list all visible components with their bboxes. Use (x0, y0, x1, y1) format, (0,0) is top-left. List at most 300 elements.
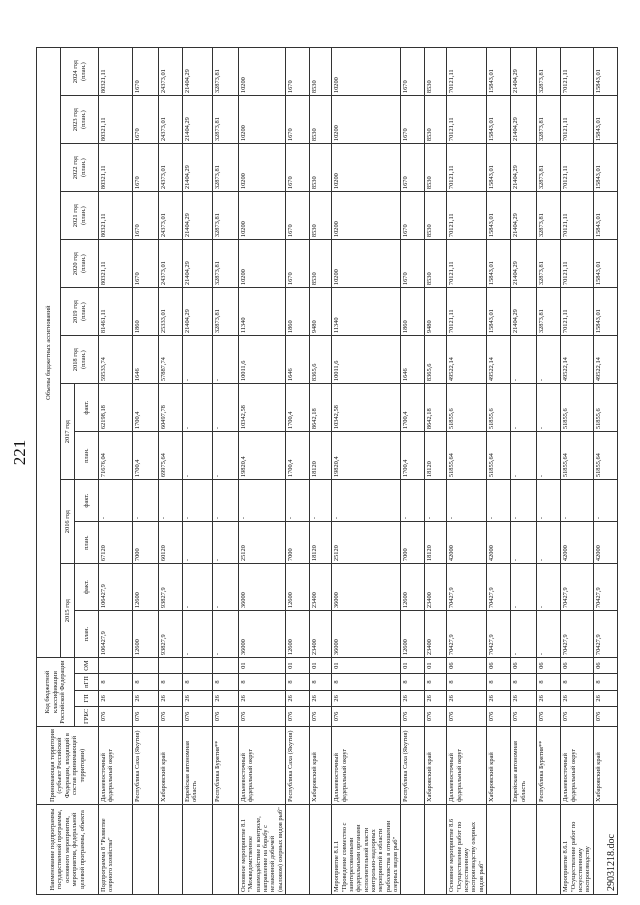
value-cell: 15843,01 (593, 144, 617, 192)
row-territory-cell: Дальневосточный федеральный округ (99, 727, 133, 805)
value-cell: 1670 (133, 240, 159, 288)
kbk-code-cell: 076 (401, 706, 425, 726)
value-cell: 70121,11 (561, 240, 593, 288)
kbk-code-cell: 06 (593, 658, 617, 674)
value-cell: 32873,81 (213, 240, 239, 288)
value-cell: 80321,11 (99, 144, 133, 192)
row-name-cell (310, 805, 332, 895)
value-cell: - (511, 480, 537, 522)
value-cell: 8530 (425, 144, 447, 192)
value-cell: 18120 (425, 522, 447, 564)
value-cell: - (447, 480, 487, 522)
value-cell: 32873,81 (213, 96, 239, 144)
kbk-code-cell (183, 658, 213, 674)
value-cell: 8530 (310, 144, 332, 192)
value-cell: 21404,29 (183, 144, 213, 192)
value-cell: 7000 (133, 522, 159, 564)
value-cell: 51855,64 (561, 432, 593, 480)
row-name-cell (213, 805, 239, 895)
header-grbs: ГРБС (75, 706, 99, 726)
kbk-code-cell: 076 (99, 706, 133, 726)
value-cell: 25120 (239, 522, 286, 564)
kbk-code-cell: 076 (425, 706, 447, 726)
kbk-code-cell: 06 (447, 658, 487, 674)
page-number: 221 (10, 439, 29, 466)
table-row (133, 48, 159, 895)
value-cell: 24373,01 (159, 192, 183, 240)
header-territory: Принимающая территория (субъект Российской Федерации, входящий в состав принимающей территории) (37, 727, 99, 805)
kbk-code-cell: 8 (425, 674, 447, 691)
kbk-code-cell: 8 (310, 674, 332, 691)
value-cell: 24373,01 (159, 144, 183, 192)
value-cell: - (401, 480, 425, 522)
footer-filename: 29031218.doc (606, 834, 617, 891)
value-cell: - (511, 384, 537, 432)
value-cell: 49522,14 (593, 336, 617, 384)
kbk-code-cell: 26 (332, 690, 401, 706)
value-cell: 70121,11 (561, 48, 593, 96)
value-cell: 21404,29 (511, 288, 537, 336)
kbk-code-cell: 06 (537, 658, 561, 674)
kbk-code-cell (159, 658, 183, 674)
kbk-code-cell: 26 (401, 690, 425, 706)
table-row (561, 48, 593, 895)
value-cell: 1670 (133, 192, 159, 240)
value-cell: 1700,4 (401, 384, 425, 432)
value-cell: - (561, 480, 593, 522)
value-cell: - (183, 522, 213, 564)
value-cell: 93827,9 (159, 564, 183, 611)
kbk-code-cell: 076 (593, 706, 617, 726)
value-cell: - (537, 336, 561, 384)
value-cell: 69975,64 (159, 432, 183, 480)
kbk-code-cell: 06 (487, 658, 511, 674)
table-body (99, 48, 618, 895)
value-cell: 15843,01 (487, 240, 511, 288)
header-2016-fact: факт. (75, 480, 99, 522)
kbk-code-cell: 076 (183, 706, 213, 726)
value-cell: 1670 (286, 48, 310, 96)
value-cell: 80321,11 (99, 96, 133, 144)
value-cell: - (239, 480, 286, 522)
value-cell: 1670 (133, 96, 159, 144)
value-cell: 1860 (133, 288, 159, 336)
row-territory-cell: Республика Саха (Якутия) (133, 727, 159, 805)
kbk-code-cell: 076 (332, 706, 401, 726)
kbk-code-cell: 076 (310, 706, 332, 726)
row-territory-cell: Республика Бурятия** (537, 727, 561, 805)
value-cell: 10342,58 (332, 384, 401, 432)
value-cell: 21404,29 (511, 144, 537, 192)
kbk-code-cell: 8 (401, 674, 425, 691)
value-cell: - (183, 611, 213, 658)
header-2015-fact: факт. (75, 564, 99, 611)
value-cell: 1646 (286, 336, 310, 384)
kbk-code-cell: 8 (99, 674, 133, 691)
value-cell: 106427,9 (99, 564, 133, 611)
value-cell: 10011,6 (332, 336, 401, 384)
value-cell: - (511, 432, 537, 480)
row-territory-cell: Республика Саха (Якутия) (401, 727, 425, 805)
value-cell: 10200 (332, 240, 401, 288)
value-cell: 10200 (332, 144, 401, 192)
value-cell: 70427,9 (487, 564, 511, 611)
value-cell: - (183, 432, 213, 480)
value-cell: 1700,4 (286, 432, 310, 480)
row-territory-cell: Дальневосточный федеральный округ (239, 727, 286, 805)
value-cell: - (183, 336, 213, 384)
kbk-code-cell: 076 (213, 706, 239, 726)
header-om: ОМ (75, 658, 99, 674)
kbk-code-cell: 076 (286, 706, 310, 726)
value-cell: 70121,11 (447, 192, 487, 240)
value-cell: 51855,64 (487, 432, 511, 480)
kbk-code-cell: 01 (239, 658, 286, 674)
value-cell: 25333,01 (159, 288, 183, 336)
value-cell: 15843,01 (593, 48, 617, 96)
row-name-cell: Мероприятие 8.1.1 "Проведение совместно с заинтересованными федеральными органами исполнительной власти контрольно-надзорных мероприятий в области рыболовства в отношении озерных видов рыб" (332, 805, 401, 895)
value-cell: 1646 (401, 336, 425, 384)
kbk-code-cell: 8 (511, 674, 537, 691)
value-cell: - (332, 480, 401, 522)
value-cell: 70121,11 (447, 96, 487, 144)
kbk-code-cell: 076 (447, 706, 487, 726)
kbk-code-cell: 076 (133, 706, 159, 726)
value-cell: 42000 (593, 522, 617, 564)
value-cell: 36000 (332, 564, 401, 611)
kbk-code-cell: 01 (310, 658, 332, 674)
kbk-code-cell: 06 (511, 658, 537, 674)
header-2016-plan: план. (75, 522, 99, 564)
value-cell: 36000 (239, 611, 286, 658)
value-cell: 36000 (239, 564, 286, 611)
value-cell: 32873,81 (213, 192, 239, 240)
value-cell: 32873,81 (213, 144, 239, 192)
kbk-code-cell: 26 (447, 690, 487, 706)
value-cell: 9480 (310, 288, 332, 336)
value-cell: 12600 (286, 611, 310, 658)
value-cell: 49522,14 (487, 336, 511, 384)
value-cell: 32873,81 (537, 288, 561, 336)
value-cell: 15843,01 (487, 144, 511, 192)
value-cell: 1670 (401, 144, 425, 192)
value-cell: - (213, 432, 239, 480)
value-cell: 18120 (425, 432, 447, 480)
value-cell: 12600 (286, 564, 310, 611)
row-territory-cell: Хабаровский край (593, 727, 617, 805)
row-territory-cell: Дальневосточный федеральный округ (332, 727, 401, 805)
kbk-code-cell: 8 (183, 674, 213, 691)
value-cell: 42000 (561, 522, 593, 564)
kbk-code-cell: 076 (511, 706, 537, 726)
row-name-cell: Основное мероприятие 8.6 "Осуществление работ по искусственному воспроизводству озерных видов рыб" (447, 805, 487, 895)
value-cell: 70121,11 (447, 240, 487, 288)
budget-table (36, 47, 618, 895)
value-cell: 32873,81 (537, 240, 561, 288)
table-row (401, 48, 425, 895)
value-cell: 10200 (239, 96, 286, 144)
value-cell: - (310, 480, 332, 522)
header-2023: 2023 год (план.) (61, 96, 99, 144)
value-cell: 10200 (239, 240, 286, 288)
value-cell: 10200 (332, 48, 401, 96)
value-cell: 80321,11 (99, 192, 133, 240)
value-cell: 8530 (310, 48, 332, 96)
kbk-code-cell: 26 (213, 690, 239, 706)
value-cell: 1700,4 (401, 432, 425, 480)
row-name-cell (537, 805, 561, 895)
kbk-code-cell: 01 (425, 658, 447, 674)
kbk-code-cell (133, 658, 159, 674)
value-cell: 70121,11 (447, 48, 487, 96)
kbk-code-cell: 26 (183, 690, 213, 706)
row-name-cell (401, 805, 425, 895)
header-2024: 2024 год (план.) (61, 48, 99, 96)
value-cell: 49522,14 (561, 336, 593, 384)
value-cell: 18120 (310, 522, 332, 564)
value-cell: 32873,81 (537, 96, 561, 144)
row-territory-cell: Хабаровский край (487, 727, 511, 805)
value-cell: 59533,74 (99, 336, 133, 384)
value-cell: - (183, 564, 213, 611)
kbk-code-cell: 8 (213, 674, 239, 691)
kbk-code-cell: 26 (537, 690, 561, 706)
value-cell: - (425, 480, 447, 522)
row-territory-cell: Еврейская автономная область (183, 727, 213, 805)
value-cell: 9480 (425, 288, 447, 336)
header-kbk: Код бюджетной классификации Российской Федерации (37, 658, 75, 727)
value-cell: - (511, 336, 537, 384)
value-cell: 51855,6 (561, 384, 593, 432)
value-cell: 70427,9 (447, 564, 487, 611)
value-cell: 21404,29 (511, 48, 537, 96)
value-cell: 1670 (401, 96, 425, 144)
value-cell: 70121,11 (561, 144, 593, 192)
row-name-cell: Подпрограмма 8 "Развитие озерного хозяйства" (99, 805, 133, 895)
row-name-cell (286, 805, 310, 895)
value-cell: 10011,6 (239, 336, 286, 384)
value-cell: 81461,11 (99, 288, 133, 336)
table-row (487, 48, 511, 895)
value-cell: 10200 (332, 192, 401, 240)
value-cell: - (511, 564, 537, 611)
value-cell: - (99, 480, 133, 522)
value-cell: 24373,01 (159, 48, 183, 96)
header-2017-plan: план. (75, 432, 99, 480)
row-territory-cell: Еврейская автономная область (511, 727, 537, 805)
kbk-code-cell: 26 (561, 690, 593, 706)
header-2015-plan: план. (75, 611, 99, 658)
table-row (425, 48, 447, 895)
row-territory-cell: Хабаровский край (425, 727, 447, 805)
table-row (511, 48, 537, 895)
kbk-code-cell: 01 (332, 658, 401, 674)
row-name-cell (159, 805, 183, 895)
kbk-code-cell: 076 (159, 706, 183, 726)
header-volumes: Объемы бюджетных ассигнований (37, 48, 61, 658)
value-cell: - (511, 522, 537, 564)
value-cell: 1700,4 (133, 384, 159, 432)
value-cell: 1700,4 (133, 432, 159, 480)
value-cell: 8530 (425, 240, 447, 288)
row-name-cell (487, 805, 511, 895)
value-cell: 1700,4 (286, 384, 310, 432)
value-cell: 15843,01 (487, 192, 511, 240)
value-cell: 21404,29 (183, 192, 213, 240)
value-cell: - (213, 611, 239, 658)
value-cell: 7000 (401, 522, 425, 564)
value-cell: 1670 (133, 48, 159, 96)
value-cell: 23400 (310, 611, 332, 658)
value-cell: 70121,11 (447, 288, 487, 336)
value-cell: 19820,4 (239, 432, 286, 480)
row-name-cell (183, 805, 213, 895)
value-cell: 23400 (425, 564, 447, 611)
value-cell: 15843,01 (593, 288, 617, 336)
value-cell: 11340 (239, 288, 286, 336)
value-cell: 25120 (332, 522, 401, 564)
value-cell: 106427,9 (99, 611, 133, 658)
value-cell: 42000 (447, 522, 487, 564)
value-cell: 1670 (133, 144, 159, 192)
value-cell: - (133, 480, 159, 522)
table-row (99, 48, 133, 895)
value-cell: 42000 (487, 522, 511, 564)
value-cell: 21404,29 (183, 48, 213, 96)
table-row (310, 48, 332, 895)
header-2021: 2021 год (план.) (61, 192, 99, 240)
header-2017: 2017 год (61, 384, 75, 480)
kbk-code-cell: 01 (401, 658, 425, 674)
value-cell: 80321,11 (99, 240, 133, 288)
row-name-cell (425, 805, 447, 895)
row-name-cell: Мероприятие 8.6.1 "Осуществление работ по искусственному воспроизводству (561, 805, 593, 895)
kbk-code-cell: 01 (286, 658, 310, 674)
value-cell: 1670 (401, 240, 425, 288)
row-territory-cell: Республика Бурятия** (213, 727, 239, 805)
value-cell: 21404,29 (511, 192, 537, 240)
value-cell: 51855,6 (447, 384, 487, 432)
value-cell: - (537, 611, 561, 658)
value-cell: 10200 (332, 96, 401, 144)
value-cell: 15843,01 (487, 48, 511, 96)
value-cell: 8530 (310, 96, 332, 144)
value-cell: 1646 (133, 336, 159, 384)
value-cell: - (511, 611, 537, 658)
kbk-code-cell: 8 (159, 674, 183, 691)
kbk-code-cell: 076 (537, 706, 561, 726)
value-cell: 12600 (133, 564, 159, 611)
value-cell: 49522,14 (447, 336, 487, 384)
kbk-code-cell: 26 (286, 690, 310, 706)
value-cell: - (593, 480, 617, 522)
value-cell: 32873,81 (537, 48, 561, 96)
value-cell: 8530 (310, 240, 332, 288)
value-cell: 23400 (425, 611, 447, 658)
value-cell: - (537, 522, 561, 564)
value-cell: - (213, 336, 239, 384)
value-cell: 21404,29 (511, 240, 537, 288)
value-cell: - (183, 384, 213, 432)
value-cell: 70427,9 (447, 611, 487, 658)
kbk-code-cell: 26 (133, 690, 159, 706)
kbk-code-cell (213, 658, 239, 674)
value-cell: 51855,64 (593, 432, 617, 480)
kbk-code-cell: 076 (487, 706, 511, 726)
value-cell: 15843,01 (593, 192, 617, 240)
kbk-code-cell: 8 (332, 674, 401, 691)
value-cell: 51855,6 (593, 384, 617, 432)
value-cell: 10200 (239, 48, 286, 96)
value-cell: 32873,81 (213, 288, 239, 336)
value-cell: 1670 (286, 192, 310, 240)
value-cell: - (213, 564, 239, 611)
table-row (239, 48, 286, 895)
value-cell: 67120 (99, 522, 133, 564)
value-cell: 15843,01 (593, 240, 617, 288)
value-cell: 15843,01 (487, 288, 511, 336)
value-cell: 12600 (401, 564, 425, 611)
kbk-code-cell: 076 (561, 706, 593, 726)
kbk-code-cell: 8 (239, 674, 286, 691)
kbk-code-cell: 076 (239, 706, 286, 726)
value-cell: 51855,6 (487, 384, 511, 432)
value-cell: 70427,9 (593, 611, 617, 658)
value-cell: 8365,6 (425, 336, 447, 384)
header-2016: 2016 год (61, 480, 75, 564)
value-cell: 71676,04 (99, 432, 133, 480)
value-cell: 57887,74 (159, 336, 183, 384)
value-cell: 21404,29 (511, 96, 537, 144)
value-cell: - (286, 480, 310, 522)
row-name-cell (511, 805, 537, 895)
kbk-code-cell: 26 (593, 690, 617, 706)
kbk-code-cell: 8 (487, 674, 511, 691)
value-cell: 32873,81 (537, 144, 561, 192)
value-cell: 21404,29 (183, 240, 213, 288)
header-2022: 2022 год (план.) (61, 144, 99, 192)
value-cell: 12600 (133, 611, 159, 658)
value-cell: 21404,29 (183, 288, 213, 336)
kbk-code-cell: 8 (133, 674, 159, 691)
value-cell: 70427,9 (487, 611, 511, 658)
value-cell: 1670 (401, 192, 425, 240)
value-cell: 70121,11 (561, 192, 593, 240)
value-cell: 8642,18 (425, 384, 447, 432)
value-cell: - (537, 384, 561, 432)
value-cell: 15843,01 (593, 96, 617, 144)
value-cell: 70121,11 (447, 144, 487, 192)
value-cell: - (183, 480, 213, 522)
value-cell: 10200 (239, 192, 286, 240)
value-cell: 8530 (425, 48, 447, 96)
value-cell: 93827,9 (159, 611, 183, 658)
row-territory-cell: Хабаровский край (310, 727, 332, 805)
value-cell: 70427,9 (561, 611, 593, 658)
value-cell: 10342,58 (239, 384, 286, 432)
value-cell: 8365,6 (310, 336, 332, 384)
value-cell: 80321,11 (99, 48, 133, 96)
kbk-code-cell: 26 (425, 690, 447, 706)
kbk-code-cell: 26 (511, 690, 537, 706)
value-cell: - (487, 480, 511, 522)
table-row (537, 48, 561, 895)
value-cell: 1860 (286, 288, 310, 336)
value-cell: - (213, 480, 239, 522)
value-cell: 24373,01 (159, 96, 183, 144)
header-2015: 2015 год (61, 564, 75, 658)
value-cell: 24373,01 (159, 240, 183, 288)
